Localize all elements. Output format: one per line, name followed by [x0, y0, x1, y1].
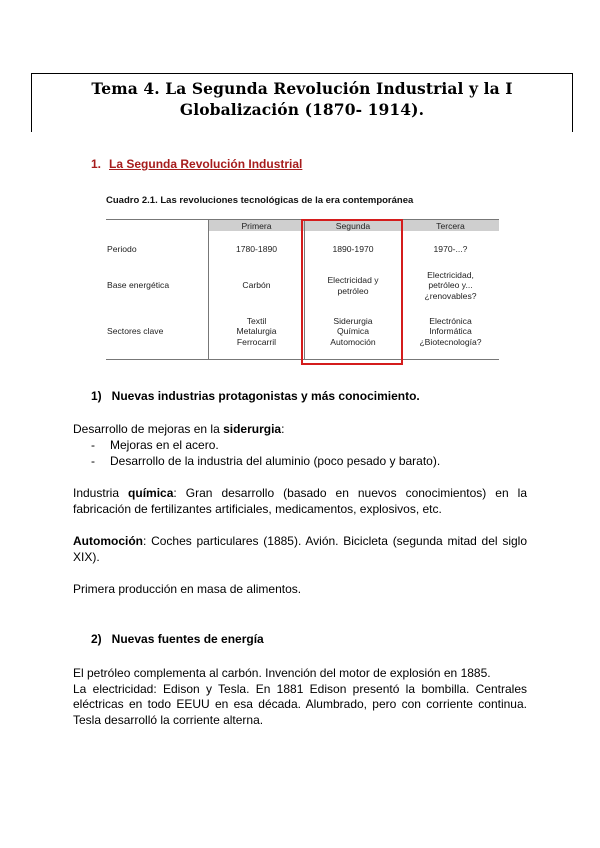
list-item-text: Desarrollo de la industria del aluminio (poco pesado y barato). [110, 453, 441, 468]
bullet-dash: - [91, 438, 95, 452]
petroleo-text: El petróleo complementa al carbón. Invención del motor de explosión en 1885. [73, 666, 491, 680]
bullet-dash: - [91, 453, 95, 468]
automocion-paragraph [73, 534, 527, 565]
column-header-segunda: Segunda [305, 220, 402, 232]
section-1-title: La Segunda Revolución Industrial [109, 157, 303, 171]
bold-term: siderurgia [223, 422, 282, 436]
page-title [31, 78, 573, 120]
table-cell: Carbón [209, 267, 305, 304]
electricidad-text: La electricidad: Edison y Tesla. En 1881 Edison presentó la bombilla. Centrales eléctricas en todo EEUU en esa década. Alumbrado, pero con corriente continua. Tesla desarrolló la corriente alterna. [73, 681, 527, 727]
section-b-heading [91, 632, 264, 646]
text: Industria [73, 486, 129, 500]
table-cell: Electricidad, petróleo y... ¿renovables? [402, 267, 500, 304]
list-item [91, 438, 440, 454]
table-caption: Cuadro 2.1. Las revoluciones tecnológicas de la era contemporánea [106, 195, 414, 206]
table-cell: 1890-1970 [305, 231, 402, 267]
list-item [91, 454, 440, 470]
quimica-paragraph [73, 486, 527, 517]
alimentos-paragraph: Primera producción en masa de alimentos. [73, 582, 302, 596]
table-corner [106, 220, 209, 232]
text: : Gran desarrollo (basado en nuevos conocimientos) en la fabricación de fertilizantes artificiales, medicamentos, explosivos, etc. [73, 486, 527, 516]
section-1-heading [91, 157, 302, 171]
row-label: Periodo [107, 243, 137, 254]
title-line-1: Tema 4. La Segunda Revolución Industrial y la I [91, 79, 513, 98]
table-cell: Electrónica Informática ¿Biotecnología? [402, 304, 500, 360]
row-label: Sectores clave [106, 304, 209, 360]
list-item-text: Mejoras en el acero. [110, 438, 219, 452]
section-b-number: 2) [91, 632, 102, 646]
segunda-highlight-box [301, 219, 403, 365]
table-cell: Siderurgia Química Automoción [305, 304, 402, 360]
row-label: Base energética [107, 280, 170, 291]
section-a-number: 1) [91, 389, 102, 403]
table-cell: Electricidad y petróleo [305, 267, 402, 304]
siderurgia-list [91, 438, 440, 469]
text: : [281, 422, 285, 436]
table-cell: 1780-1890 [209, 231, 305, 267]
petroleo-paragraph [73, 666, 527, 728]
section-a-title: Nuevas industrias protagonistas y más conocimiento. [111, 389, 420, 403]
column-header-tercera: Tercera [402, 220, 500, 232]
bold-term: Automoción [73, 534, 143, 548]
bold-term: química [128, 486, 174, 500]
table-cell: 1970-...? [402, 231, 500, 267]
siderurgia-paragraph [73, 422, 527, 438]
section-b-title: Nuevas fuentes de energía [111, 632, 264, 646]
text: Desarrollo de mejoras en la [73, 422, 224, 436]
section-a-heading [91, 389, 420, 403]
section-1-number: 1. [91, 157, 102, 171]
text: : Coches particulares (1885). Avión. Bicicleta (segunda mitad del siglo XIX). [73, 534, 527, 564]
table-cell: Textil Metalurgia Ferrocarril [209, 304, 305, 360]
title-line-2: Globalización (1870- 1914). [179, 100, 425, 119]
column-header-primera: Primera [209, 220, 305, 232]
